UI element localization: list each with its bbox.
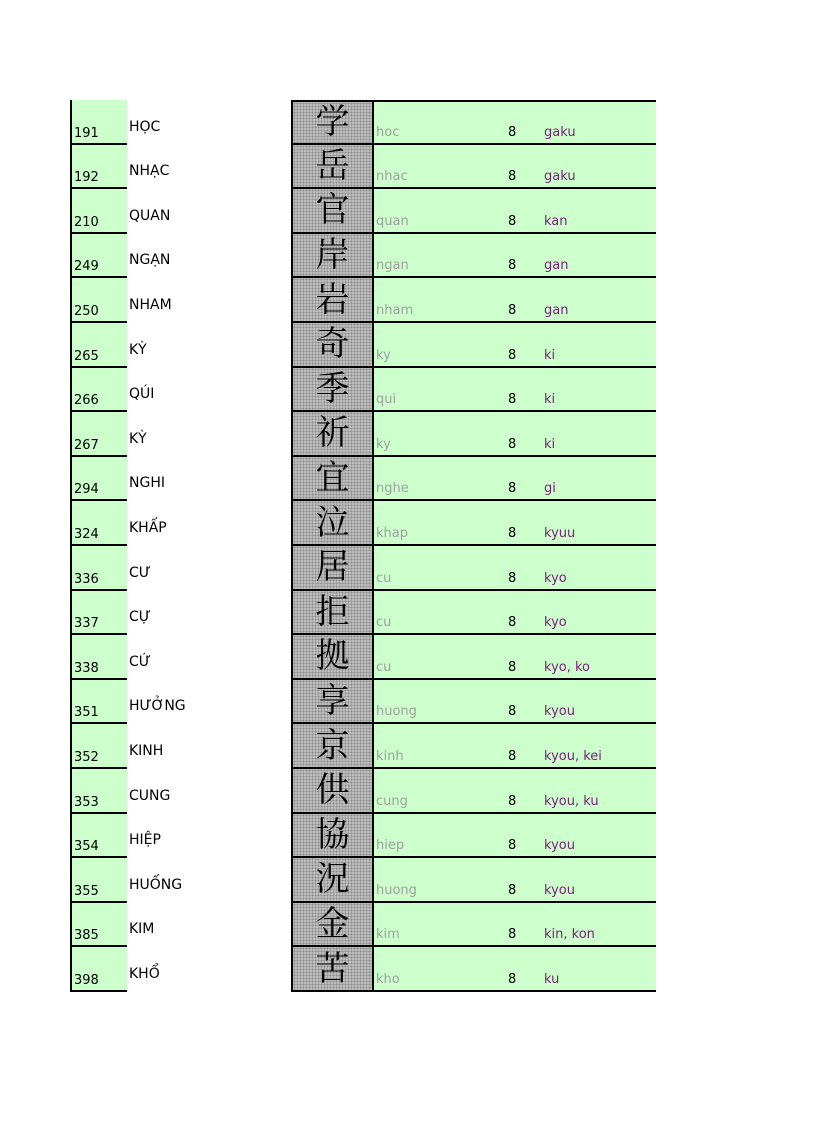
kanji-cell [291,100,374,145]
index-cell [70,189,127,234]
onyomi-text: kyou [544,838,575,854]
onyomi-text: ki [544,392,556,408]
kanji-cell [291,189,374,234]
sino-vietnamese-name: KỲ [129,430,147,447]
sino-vietnamese-name: KINH [129,742,164,759]
kanji-character: 岩 [315,279,350,320]
table-row [0,368,816,413]
table-row [0,635,816,680]
reading-text: nhac [376,169,408,185]
sino-vietnamese-name: KIM [129,921,155,938]
detail-cell [374,858,656,903]
level-number: 8 [508,392,517,408]
table-row [0,546,816,591]
level-number: 8 [508,570,517,586]
reading-text: hiep [376,838,405,854]
level-number: 8 [508,927,517,943]
kanji-cell [291,769,374,814]
kanji-character: 官 [315,190,350,231]
index-number: 265 [74,348,99,364]
kanji-character: 況 [315,859,350,900]
index-number: 191 [74,125,99,141]
index-cell [70,412,127,457]
kanji-character: 供 [315,770,350,811]
detail-cell [374,947,656,992]
sino-vietnamese-name: KỲ [129,341,147,358]
reading-text: ky [376,436,391,452]
level-number: 8 [508,436,517,452]
reading-text: nham [376,302,414,318]
kanji-cell [291,368,374,413]
index-cell [70,947,127,992]
onyomi-text: kyou [544,704,575,720]
onyomi-text: kin, kon [544,927,595,943]
detail-cell [374,814,656,859]
kanji-character: 京 [315,725,350,766]
index-number: 336 [74,571,99,587]
index-cell [70,145,127,190]
index-cell [70,724,127,769]
kanji-cell [291,234,374,279]
onyomi-text: ku [544,971,560,987]
table-row [0,769,816,814]
reading-text: nghe [376,481,409,497]
kanji-cell [291,858,374,903]
reading-text: huong [376,882,417,898]
index-cell [70,368,127,413]
detail-cell [374,278,656,323]
sino-vietnamese-name: NGẠN [129,252,171,269]
level-number: 8 [508,124,517,140]
sino-vietnamese-name: NHẠC [129,163,170,180]
kanji-character: 宜 [315,458,350,499]
level-number: 8 [508,347,517,363]
table-row [0,724,816,769]
kanji-character: 拒 [315,591,350,632]
kanji-character: 奇 [315,324,350,365]
onyomi-text: gi [544,481,556,497]
index-number: 294 [74,482,99,498]
level-number: 8 [508,838,517,854]
index-number: 352 [74,749,99,765]
index-number: 267 [74,437,99,453]
table-row [0,903,816,948]
index-cell [70,903,127,948]
level-number: 8 [508,481,517,497]
kanji-cell [291,680,374,725]
detail-cell [374,591,656,636]
sino-vietnamese-name: CỰ [129,609,151,626]
level-number: 8 [508,793,517,809]
level-number: 8 [508,258,517,274]
kanji-character: 享 [315,681,350,722]
reading-text: khap [376,525,408,541]
detail-cell [374,501,656,546]
kanji-cell [291,412,374,457]
onyomi-text: kyou [544,882,575,898]
sino-vietnamese-name: CỨ [129,653,151,670]
index-number: 353 [74,794,99,810]
reading-text: cu [376,659,392,675]
kanji-character: 居 [315,547,350,588]
kanji-character: 学 [315,102,350,143]
detail-cell [374,457,656,502]
onyomi-text: ki [544,436,556,452]
kanji-character: 岳 [315,145,350,186]
detail-cell [374,368,656,413]
kanji-character: 金 [315,903,350,944]
onyomi-text: kan [544,213,568,229]
index-number: 324 [74,526,99,542]
sino-vietnamese-name: CƯ [129,564,151,581]
kanji-cell [291,724,374,769]
onyomi-text: kyou, ku [544,793,599,809]
table-row [0,323,816,368]
table-row [0,858,816,903]
onyomi-text: gan [544,302,569,318]
kanji-character: 泣 [315,502,350,543]
sino-vietnamese-name: KHỔ [129,965,160,982]
table-row [0,412,816,457]
index-cell [70,100,127,145]
index-number: 337 [74,616,99,632]
index-number: 385 [74,928,99,944]
sino-vietnamese-name: QÚI [129,386,155,403]
level-number: 8 [508,302,517,318]
reading-text: quan [376,213,409,229]
kanji-character: 苦 [315,948,350,989]
index-number: 354 [74,839,99,855]
sino-vietnamese-name: HIỆP [129,832,161,849]
kanji-character: 季 [315,368,350,409]
reading-text: cu [376,615,392,631]
detail-cell [374,100,656,145]
sino-vietnamese-name: KHẤP [129,519,167,536]
reading-text: kinh [376,748,404,764]
level-number: 8 [508,213,517,229]
detail-cell [374,724,656,769]
level-number: 8 [508,169,517,185]
detail-cell [374,680,656,725]
kanji-cell [291,457,374,502]
sino-vietnamese-name: HUỐNG [129,876,183,893]
table-row [0,947,816,992]
onyomi-text: kyuu [544,525,576,541]
kanji-character: 岸 [315,235,350,276]
index-cell [70,591,127,636]
sino-vietnamese-name: HƯỞNG [129,698,186,715]
detail-cell [374,412,656,457]
index-cell [70,680,127,725]
detail-cell [374,189,656,234]
table-row [0,591,816,636]
table-row [0,814,816,859]
reading-text: cung [376,793,408,809]
kanji-cell [291,323,374,368]
table-row [0,100,816,145]
index-cell [70,769,127,814]
onyomi-text: ki [544,347,556,363]
reading-text: kim [376,927,400,943]
index-cell [70,858,127,903]
sino-vietnamese-name: NHAM [129,296,172,313]
index-cell [70,278,127,323]
onyomi-text: gan [544,258,569,274]
table-row [0,457,816,502]
index-number: 351 [74,705,99,721]
detail-cell [374,769,656,814]
table-row [0,234,816,279]
level-number: 8 [508,882,517,898]
onyomi-text: kyo, ko [544,659,590,675]
reading-text: hoc [376,124,400,140]
index-cell [70,234,127,279]
detail-cell [374,323,656,368]
index-number: 266 [74,393,99,409]
index-number: 210 [74,214,99,230]
onyomi-text: gaku [544,169,576,185]
detail-cell [374,145,656,190]
index-cell [70,323,127,368]
kanji-cell [291,947,374,992]
detail-cell [374,635,656,680]
table-row [0,680,816,725]
kanji-cell [291,814,374,859]
onyomi-text: kyo [544,570,567,586]
level-number: 8 [508,748,517,764]
sino-vietnamese-name: NGHI [129,475,165,492]
index-cell [70,635,127,680]
index-number: 192 [74,170,99,186]
kanji-character: 協 [315,814,350,855]
kanji-cell [291,635,374,680]
onyomi-text: gaku [544,124,576,140]
index-number: 338 [74,660,99,676]
table-row [0,501,816,546]
index-cell [70,814,127,859]
index-number: 355 [74,883,99,899]
table-row [0,145,816,190]
kanji-cell [291,546,374,591]
reading-text: qui [376,392,397,408]
onyomi-text: kyo [544,615,567,631]
kanji-cell [291,903,374,948]
detail-cell [374,546,656,591]
reading-text: huong [376,704,417,720]
kanji-cell [291,278,374,323]
sino-vietnamese-name: QUAN [129,207,171,224]
onyomi-text: kyou, kei [544,748,602,764]
kanji-cell [291,145,374,190]
kanji-character: 拠 [315,636,350,677]
kanji-character: 祈 [315,413,350,454]
sino-vietnamese-name: CUNG [129,787,171,804]
level-number: 8 [508,659,517,675]
level-number: 8 [508,615,517,631]
level-number: 8 [508,525,517,541]
reading-text: ngan [376,258,409,274]
kanji-table [0,100,816,992]
table-row [0,278,816,323]
detail-cell [374,903,656,948]
index-number: 250 [74,303,99,319]
index-number: 398 [74,972,99,988]
sino-vietnamese-name: HỌC [129,118,161,135]
index-cell [70,501,127,546]
reading-text: ky [376,347,391,363]
index-cell [70,546,127,591]
kanji-cell [291,591,374,636]
kanji-cell [291,501,374,546]
reading-text: kho [376,971,400,987]
level-number: 8 [508,971,517,987]
index-number: 249 [74,259,99,275]
reading-text: cu [376,570,392,586]
index-cell [70,457,127,502]
level-number: 8 [508,704,517,720]
detail-cell [374,234,656,279]
table-row [0,189,816,234]
